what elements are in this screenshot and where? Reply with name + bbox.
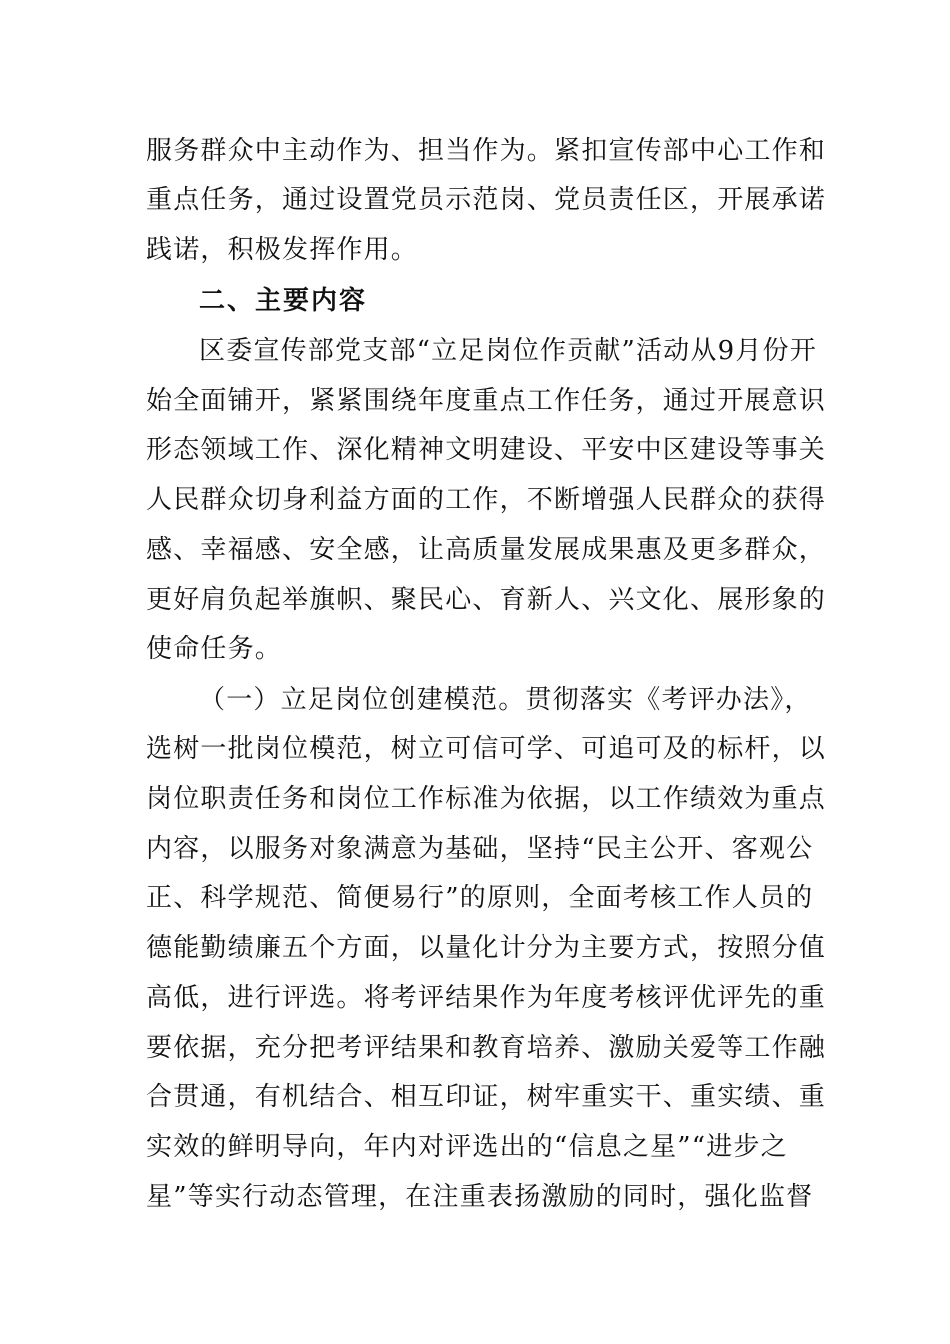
subsection-line-9: 合贯通，有机结合、相互印证，树牢重实干、重实绩、重	[146, 1082, 827, 1112]
subsection-line-5: 正、科学规范、简便易行”的原则，全面考核工作人员的	[146, 883, 814, 913]
content-line-1: 区委宣传部党支部“立足岗位作贡献”活动从9月份开	[199, 336, 817, 366]
subsection-line-2: 选树一批岗位模范，树立可信可学、可追可及的标杆，以	[146, 734, 827, 764]
subsection-line-3: 岗位职责任务和岗位工作标准为依据，以工作绩效为重点	[146, 784, 827, 814]
intro-line-3: 践诺，积极发挥作用。	[146, 235, 419, 265]
subsection-line-10: 实效的鲜明导向，年内对评选出的“信息之星”“进步之	[146, 1132, 788, 1162]
content-line-2: 始全面铺开，紧紧围绕年度重点工作任务，通过开展意识	[146, 386, 827, 416]
subsection-line-11: 星”等实行动态管理，在注重表扬激励的同时，强化监督	[146, 1182, 814, 1212]
content-line-6: 更好肩负起举旗帜、聚民心、育新人、兴文化、展形象的	[146, 585, 827, 615]
subsection-line-1: （一）立足岗位创建模范。贯彻落实《考评办法》，	[199, 685, 812, 715]
content-line-5: 感、幸福感、安全感，让高质量发展成果惠及更多群众，	[146, 535, 827, 565]
content-line-7: 使命任务。	[146, 634, 283, 664]
content-line-3: 形态领域工作、深化精神文明建设、平安中区建设等事关	[146, 435, 827, 465]
intro-line-2: 重点任务，通过设置党员示范岗、党员责任区，开展承诺	[146, 185, 827, 215]
subsection-line-7: 高低，进行评选。将考评结果作为年度考核评优评先的重	[146, 983, 827, 1013]
section-heading: 二、主要内容	[199, 286, 368, 316]
content-line-4: 人民群众切身利益方面的工作，不断增强人民群众的获得	[146, 485, 827, 515]
intro-line-1: 服务群众中主动作为、担当作为。紧扣宣传部中心工作和	[146, 136, 827, 166]
subsection-line-8: 要依据，充分把考评结果和教育培养、激励关爱等工作融	[146, 1033, 827, 1063]
subsection-line-6: 德能勤绩廉五个方面，以量化计分为主要方式，按照分值	[146, 933, 827, 963]
subsection-line-4: 内容，以服务对象满意为基础，坚持“民主公开、客观公	[146, 834, 814, 864]
